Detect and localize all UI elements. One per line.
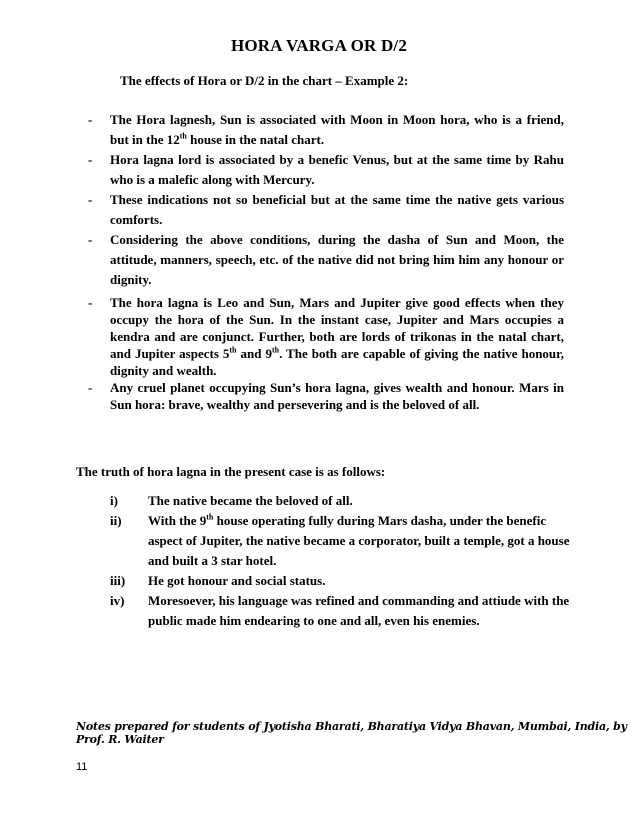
bullet-item [88, 230, 564, 290]
superscript: th [206, 512, 214, 522]
bullet-dash: - [88, 152, 93, 167]
bullet-dash: - [88, 295, 93, 310]
bullet-item [88, 294, 564, 379]
list-item [110, 591, 570, 631]
bullet-text: The hora lagna is Leo and Sun, Mars and Jupiter give good effects when they occupy the hora of the Sun. In the instant case, Jupiter and Mars occupies a kendra and are conjunct. Further, both are lords of trikonas in the natal chart, and Jupiter aspects 5 [110, 295, 564, 361]
bullet-text: Considering the above conditions, during the dasha of Sun and Moon, the attitude, manners, speech, etc. of the native did not bring him him any honour or dignity. [110, 232, 564, 287]
bullet-text: Any cruel planet occupying Sun’s hora lagna, gives wealth and honour. Mars in Sun hora: brave, wealthy and persevering and is the beloved of all. [110, 380, 564, 412]
numbered-list [110, 491, 570, 631]
list-text: With the 9 [148, 513, 207, 528]
bullet-list-lagna [88, 294, 564, 413]
bullet-text-cont: and 9 [236, 346, 272, 361]
list-item [110, 571, 570, 591]
bullet-list-effects [88, 110, 564, 290]
page-title: HORA VARGA OR D/2 [230, 36, 408, 55]
footer-note: Notes prepared for students of Jyotisha Bharati, Bharatiya Vidya Bhavan, Mumbai, India, by Prof. R. Waiter [76, 720, 627, 746]
list-item [110, 491, 570, 511]
bullet-dash: - [88, 192, 93, 207]
superscript: th [271, 345, 280, 355]
bullet-text: These indications not so beneficial but at the same time the native gets various comforts. [110, 192, 564, 227]
page-number: 11 [76, 761, 88, 773]
list-number: iii) [110, 573, 126, 588]
bullet-text: Hora lagna lord is associated by a benefic Venus, but at the same time by Rahu who is a malefic along with Mercury. [110, 152, 564, 187]
list-text: Moresoever, his language was refined and commanding and attiude with the public made him endearing to one and all, even his enemies. [148, 593, 570, 628]
superscript: th [179, 131, 187, 141]
truth-heading: The truth of hora lagna in the present case is as follows: [76, 464, 386, 479]
bullet-text-cont: house in the natal chart. [186, 132, 325, 147]
bullet-dash: - [88, 112, 93, 127]
bullet-item [88, 110, 564, 150]
list-item [110, 511, 570, 571]
list-number: ii) [110, 513, 122, 528]
bullet-item [88, 150, 564, 190]
bullet-text-cont: . The both are capable of giving the native honour, dignity and wealth. [110, 346, 564, 378]
list-text: He got honour and social status. [148, 573, 326, 588]
list-text-cont: house operating fully during Mars dasha, under the benefic aspect of Jupiter, the native became a corporator, built a temple, got a house and built a 3 star hotel. [148, 513, 570, 568]
bullet-text: The Hora lagnesh, Sun is associated with Moon in Moon hora, who is a friend, but in the 12 [110, 112, 564, 147]
list-number: i) [110, 493, 118, 508]
bullet-dash: - [88, 380, 93, 395]
superscript: th [229, 345, 237, 355]
list-text: The native became the beloved of all. [148, 493, 353, 508]
list-number: iv) [110, 593, 125, 608]
section-subtitle: The effects of Hora or D/2 in the chart – Example 2: [120, 73, 409, 88]
bullet-item [88, 379, 564, 413]
bullet-item [88, 190, 564, 230]
bullet-dash: - [88, 232, 93, 247]
